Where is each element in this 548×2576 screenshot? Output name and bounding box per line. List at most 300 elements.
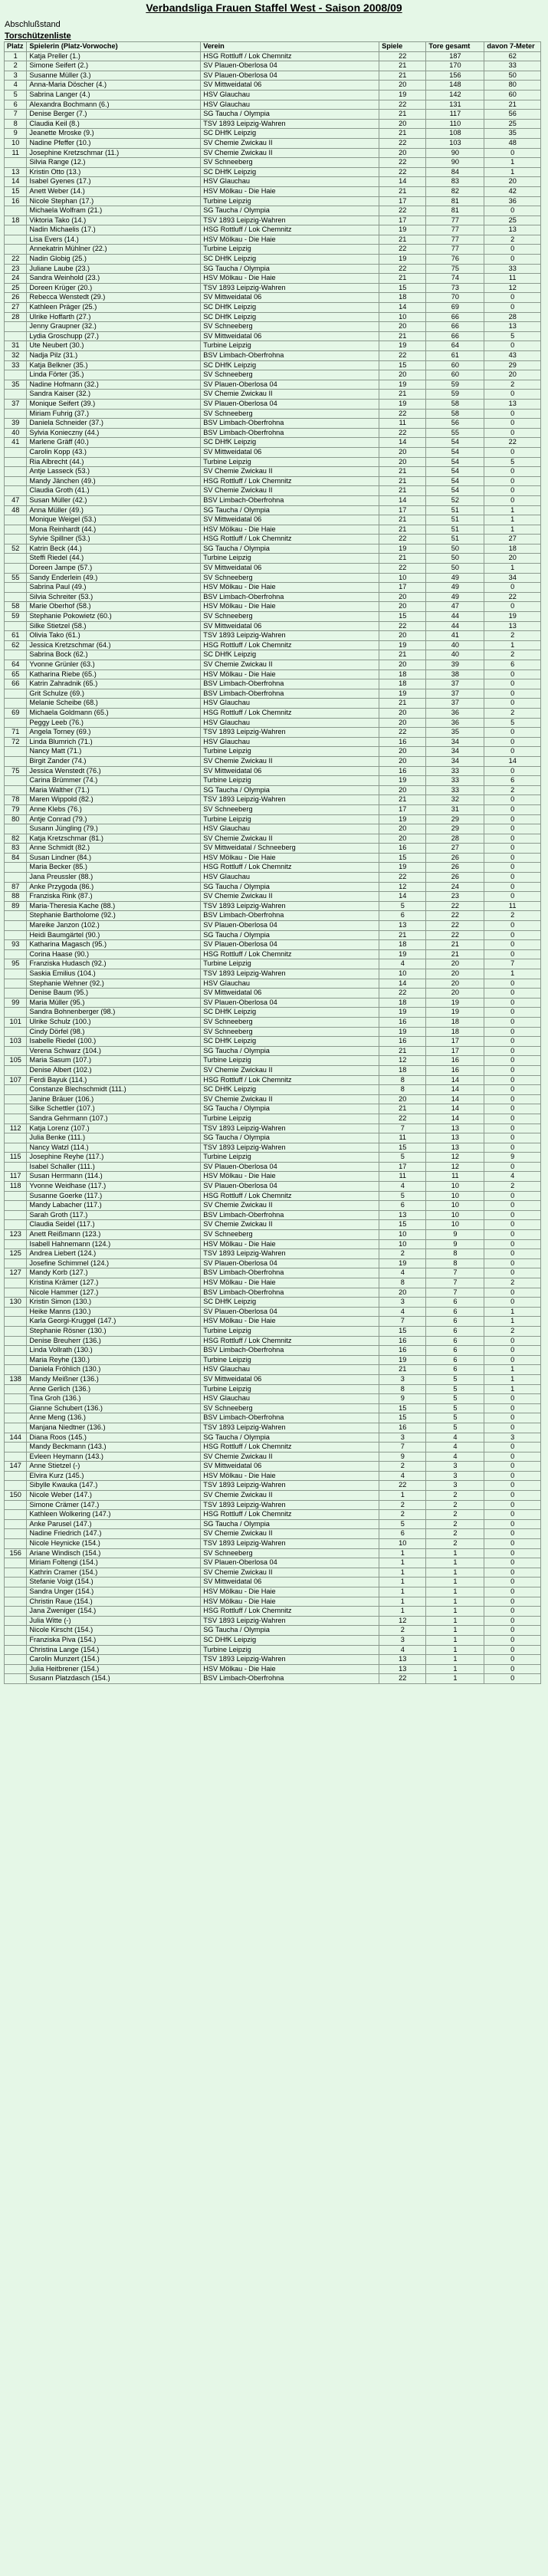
club-cell: SV Mittweidatal 06 <box>201 1578 379 1587</box>
place-cell: 31 <box>5 341 27 351</box>
games-cell: 21 <box>379 71 426 81</box>
penalties-cell: 0 <box>484 979 541 989</box>
player-cell: Nadin Globig (25.) <box>27 255 201 265</box>
player-cell: Linda Blumrich (71.) <box>27 737 201 747</box>
goals-cell: 6 <box>426 1307 484 1317</box>
club-cell: SC DHfK Leipzig <box>201 360 379 370</box>
games-cell: 22 <box>379 351 426 361</box>
place-cell <box>5 457 27 467</box>
club-cell: SV Mittweidatal 06 <box>201 331 379 341</box>
penalties-cell: 0 <box>484 1413 541 1423</box>
player-cell: Linda Vollrath (130.) <box>27 1346 201 1356</box>
goals-cell: 54 <box>426 447 484 457</box>
player-cell: Heidi Baumgärtel (90.) <box>27 930 201 940</box>
place-cell <box>5 564 27 574</box>
player-cell: Katharina Magasch (95.) <box>27 940 201 950</box>
games-cell: 5 <box>379 901 426 911</box>
club-cell: SV Plauen-Oberlosa 04 <box>201 1307 379 1317</box>
place-cell <box>5 1452 27 1462</box>
table-row <box>5 399 541 409</box>
place-cell: 84 <box>5 853 27 863</box>
penalties-cell: 0 <box>484 1191 541 1201</box>
table-row <box>5 1558 541 1568</box>
goals-cell: 1 <box>426 1558 484 1568</box>
games-cell: 6 <box>379 1529 426 1539</box>
penalties-cell: 0 <box>484 1568 541 1578</box>
goals-cell: 41 <box>426 631 484 641</box>
player-cell: Ria Albrecht (44.) <box>27 457 201 467</box>
club-cell: SV Mittweidatal 06 <box>201 621 379 631</box>
club-cell: SV Chemie Zwickau II <box>201 1201 379 1211</box>
player-cell: Denise Albert (102.) <box>27 1065 201 1075</box>
games-cell: 10 <box>379 312 426 322</box>
table-row <box>5 554 541 564</box>
goals-cell: 54 <box>426 476 484 486</box>
penalties-cell: 22 <box>484 438 541 448</box>
games-cell: 20 <box>379 718 426 728</box>
goals-cell: 50 <box>426 554 484 564</box>
games-cell: 21 <box>379 515 426 525</box>
goals-cell: 20 <box>426 969 484 979</box>
table-row <box>5 718 541 728</box>
place-cell <box>5 911 27 921</box>
player-cell: Carolin Munzert (154.) <box>27 1655 201 1665</box>
penalties-cell: 0 <box>484 989 541 998</box>
games-cell: 22 <box>379 535 426 544</box>
place-cell: 55 <box>5 573 27 583</box>
goals-cell: 18 <box>426 1027 484 1037</box>
club-cell: TSV 1893 Leipzig-Wahren <box>201 1539 379 1549</box>
club-cell: HSV Mölkau - Die Haie <box>201 1664 379 1674</box>
table-row <box>5 583 541 593</box>
goals-cell: 14 <box>426 1094 484 1104</box>
games-cell: 20 <box>379 708 426 718</box>
goals-cell: 54 <box>426 467 484 477</box>
club-cell: HSV Mölkau - Die Haie <box>201 1172 379 1182</box>
table-row <box>5 737 541 747</box>
player-cell: Sabrina Paul (49.) <box>27 583 201 593</box>
table-row <box>5 1162 541 1172</box>
goals-cell: 38 <box>426 669 484 679</box>
player-cell: Nancy Watzl (114.) <box>27 1143 201 1153</box>
penalties-cell: 0 <box>484 583 541 593</box>
goals-cell: 33 <box>426 766 484 776</box>
table-row <box>5 215 541 225</box>
player-cell: Jana Zweniger (154.) <box>27 1607 201 1617</box>
penalties-cell: 1 <box>484 515 541 525</box>
goals-cell: 31 <box>426 804 484 814</box>
penalties-cell: 0 <box>484 1616 541 1626</box>
goals-cell: 1 <box>426 1548 484 1558</box>
player-cell: Antje Lasseck (53.) <box>27 467 201 477</box>
place-cell <box>5 1239 27 1249</box>
place-cell <box>5 1326 27 1336</box>
games-cell: 9 <box>379 1394 426 1404</box>
table-row <box>5 1355 541 1365</box>
penalties-cell: 0 <box>484 1539 541 1549</box>
games-cell: 1 <box>379 1491 426 1501</box>
table-row <box>5 264 541 274</box>
player-cell: Susan Herrmann (114.) <box>27 1172 201 1182</box>
penalties-cell: 0 <box>484 1626 541 1636</box>
club-cell: SV Plauen-Oberlosa 04 <box>201 71 379 81</box>
club-cell: Turbine Leipzig <box>201 1056 379 1066</box>
goals-cell: 3 <box>426 1462 484 1472</box>
player-cell: Sandra Unger (154.) <box>27 1587 201 1597</box>
goals-cell: 1 <box>426 1568 484 1578</box>
place-cell: 40 <box>5 428 27 438</box>
place-cell <box>5 486 27 496</box>
penalties-cell: 0 <box>484 834 541 844</box>
games-cell: 15 <box>379 1403 426 1413</box>
place-cell: 87 <box>5 882 27 892</box>
games-cell: 4 <box>379 1182 426 1192</box>
games-cell: 20 <box>379 1094 426 1104</box>
place-cell <box>5 1481 27 1491</box>
club-cell: TSV 1893 Leipzig-Wahren <box>201 1481 379 1491</box>
penalties-cell: 0 <box>484 1491 541 1501</box>
goals-cell: 33 <box>426 785 484 795</box>
penalties-cell: 13 <box>484 225 541 235</box>
games-cell: 21 <box>379 525 426 535</box>
penalties-cell: 18 <box>484 544 541 554</box>
player-cell: Christin Raue (154.) <box>27 1597 201 1607</box>
penalties-cell: 1 <box>484 1374 541 1384</box>
goals-cell: 22 <box>426 911 484 921</box>
goals-cell: 21 <box>426 949 484 959</box>
goals-cell: 26 <box>426 873 484 883</box>
table-row <box>5 206 541 216</box>
penalties-cell: 0 <box>484 1075 541 1085</box>
table-row <box>5 814 541 824</box>
player-cell: Isabel Gyenes (17.) <box>27 177 201 187</box>
table-row <box>5 1510 541 1520</box>
table-row <box>5 873 541 883</box>
club-cell: HSV Glauchau <box>201 873 379 883</box>
club-cell: BSV Limbach-Oberfrohna <box>201 1413 379 1423</box>
place-cell: 16 <box>5 196 27 206</box>
goals-cell: 1 <box>426 1626 484 1636</box>
player-cell: Jeanette Mroske (9.) <box>27 129 201 139</box>
place-cell: 32 <box>5 351 27 361</box>
games-cell: 20 <box>379 322 426 332</box>
penalties-cell: 80 <box>484 81 541 90</box>
goals-cell: 66 <box>426 312 484 322</box>
goals-cell: 5 <box>426 1384 484 1394</box>
club-cell: Turbine Leipzig <box>201 747 379 757</box>
goals-cell: 1 <box>426 1597 484 1607</box>
club-cell: SV Chemie Zwickau II <box>201 1094 379 1104</box>
table-row <box>5 1384 541 1394</box>
games-cell: 2 <box>379 1462 426 1472</box>
place-cell <box>5 1529 27 1539</box>
player-cell: Michaela Goldmann (65.) <box>27 708 201 718</box>
games-cell: 14 <box>379 438 426 448</box>
games-cell: 14 <box>379 892 426 902</box>
table-row <box>5 322 541 332</box>
goals-cell: 26 <box>426 853 484 863</box>
place-cell <box>5 1008 27 1018</box>
place-cell <box>5 1288 27 1298</box>
club-cell: HSV Glauchau <box>201 100 379 110</box>
player-cell: Katja Belkner (35.) <box>27 360 201 370</box>
club-cell: HSG Rottluff / Lok Chemnitz <box>201 476 379 486</box>
table-row <box>5 312 541 322</box>
goals-cell: 60 <box>426 370 484 380</box>
goals-cell: 55 <box>426 428 484 438</box>
goals-cell: 23 <box>426 892 484 902</box>
penalties-cell: 0 <box>484 1346 541 1356</box>
table-row <box>5 283 541 293</box>
games-cell: 22 <box>379 409 426 419</box>
place-cell: 82 <box>5 834 27 844</box>
club-cell: HSV Mölkau - Die Haie <box>201 1239 379 1249</box>
place-cell <box>5 949 27 959</box>
goals-cell: 20 <box>426 989 484 998</box>
table-row <box>5 708 541 718</box>
player-cell: Viktoria Tako (14.) <box>27 215 201 225</box>
place-cell: 138 <box>5 1374 27 1384</box>
penalties-cell: 0 <box>484 1462 541 1472</box>
table-row <box>5 892 541 902</box>
table-row <box>5 1027 541 1037</box>
games-cell: 5 <box>379 1519 426 1529</box>
player-cell: Silvia Schreiter (53.) <box>27 592 201 602</box>
club-cell: SV Mittweidatal 06 <box>201 989 379 998</box>
penalties-cell: 0 <box>484 495 541 505</box>
goals-cell: 6 <box>426 1317 484 1327</box>
penalties-cell: 0 <box>484 737 541 747</box>
penalties-cell: 0 <box>484 255 541 265</box>
player-cell: Nadja Pilz (31.) <box>27 351 201 361</box>
table-row <box>5 486 541 496</box>
goals-cell: 10 <box>426 1191 484 1201</box>
penalties-cell: 0 <box>484 949 541 959</box>
club-cell: BSV Limbach-Oberfrohna <box>201 419 379 429</box>
club-cell: HSV Mölkau - Die Haie <box>201 1278 379 1288</box>
player-cell: Denise Baum (95.) <box>27 989 201 998</box>
place-cell <box>5 1635 27 1645</box>
goals-cell: 70 <box>426 293 484 303</box>
table-row <box>5 1336 541 1346</box>
place-cell <box>5 1616 27 1626</box>
club-cell: BSV Limbach-Oberfrohna <box>201 1346 379 1356</box>
goals-cell: 75 <box>426 264 484 274</box>
games-cell: 21 <box>379 274 426 284</box>
penalties-cell: 0 <box>484 1587 541 1597</box>
games-cell: 3 <box>379 1374 426 1384</box>
player-cell: Anne Gerlich (136.) <box>27 1384 201 1394</box>
player-cell: Olivia Tako (61.) <box>27 631 201 641</box>
games-cell: 10 <box>379 1239 426 1249</box>
goals-cell: 37 <box>426 699 484 709</box>
games-cell: 7 <box>379 1124 426 1133</box>
table-row <box>5 1403 541 1413</box>
club-cell: SV Mittweidatal / Schneeberg <box>201 844 379 854</box>
games-cell: 11 <box>379 1133 426 1143</box>
games-cell: 22 <box>379 51 426 61</box>
penalties-cell: 0 <box>484 844 541 854</box>
games-cell: 22 <box>379 564 426 574</box>
place-cell: 72 <box>5 737 27 747</box>
games-cell: 6 <box>379 911 426 921</box>
table-row <box>5 1674 541 1684</box>
place-cell <box>5 1220 27 1230</box>
games-cell: 20 <box>379 602 426 612</box>
place-cell: 22 <box>5 255 27 265</box>
table-row <box>5 90 541 100</box>
games-cell: 19 <box>379 90 426 100</box>
place-cell <box>5 1065 27 1075</box>
club-cell: HSV Mölkau - Die Haie <box>201 602 379 612</box>
player-cell: Katrin Zahradnik (65.) <box>27 679 201 689</box>
penalties-cell: 0 <box>484 1645 541 1655</box>
place-cell <box>5 756 27 766</box>
goals-cell: 7 <box>426 1288 484 1298</box>
goals-cell: 10 <box>426 1201 484 1211</box>
penalties-cell: 35 <box>484 129 541 139</box>
games-cell: 21 <box>379 699 426 709</box>
games-cell: 20 <box>379 756 426 766</box>
table-row <box>5 882 541 892</box>
penalties-cell: 0 <box>484 863 541 873</box>
place-cell <box>5 1568 27 1578</box>
table-row <box>5 360 541 370</box>
penalties-cell: 0 <box>484 1268 541 1278</box>
table-row <box>5 1133 541 1143</box>
club-cell: SV Plauen-Oberlosa 04 <box>201 1182 379 1192</box>
games-cell: 16 <box>379 1346 426 1356</box>
player-cell: Nicole Hammer (127.) <box>27 1288 201 1298</box>
table-row <box>5 1616 541 1626</box>
club-cell: SV Plauen-Oberlosa 04 <box>201 61 379 71</box>
games-cell: 17 <box>379 215 426 225</box>
goals-cell: 27 <box>426 844 484 854</box>
player-cell: Monique Seifert (39.) <box>27 399 201 409</box>
player-cell: Maria Walther (71.) <box>27 785 201 795</box>
club-cell: HSG Rottluff / Lok Chemnitz <box>201 535 379 544</box>
goals-cell: 17 <box>426 1037 484 1047</box>
games-cell: 20 <box>379 1288 426 1298</box>
penalties-cell: 22 <box>484 592 541 602</box>
penalties-cell: 28 <box>484 312 541 322</box>
goals-cell: 108 <box>426 129 484 139</box>
penalties-cell: 0 <box>484 1471 541 1481</box>
penalties-cell: 0 <box>484 1094 541 1104</box>
table-row <box>5 901 541 911</box>
player-cell: Juliane Laube (23.) <box>27 264 201 274</box>
player-cell: Linda Förter (35.) <box>27 370 201 380</box>
penalties-cell: 1 <box>484 1384 541 1394</box>
penalties-cell: 2 <box>484 1326 541 1336</box>
place-cell: 130 <box>5 1298 27 1308</box>
goals-cell: 51 <box>426 515 484 525</box>
club-cell: SC DHfK Leipzig <box>201 303 379 313</box>
table-row <box>5 834 541 844</box>
table-row <box>5 1568 541 1578</box>
place-cell <box>5 583 27 593</box>
player-cell: Kristina Krämer (127.) <box>27 1278 201 1288</box>
table-row <box>5 1239 541 1249</box>
table-row <box>5 303 541 313</box>
club-cell: HSV Mölkau - Die Haie <box>201 1317 379 1327</box>
club-cell: TSV 1893 Leipzig-Wahren <box>201 215 379 225</box>
table-row <box>5 1365 541 1375</box>
penalties-cell: 33 <box>484 264 541 274</box>
penalties-cell: 1 <box>484 1317 541 1327</box>
place-cell: 101 <box>5 1017 27 1027</box>
place-cell <box>5 1143 27 1153</box>
player-cell: Susann Platzdasch (154.) <box>27 1674 201 1684</box>
games-cell: 13 <box>379 1655 426 1665</box>
table-row <box>5 177 541 187</box>
goals-cell: 29 <box>426 814 484 824</box>
penalties-cell: 0 <box>484 1500 541 1510</box>
club-cell: SV Mittweidatal 06 <box>201 1374 379 1384</box>
goals-cell: 131 <box>426 100 484 110</box>
player-cell: Nicole Heynicke (154.) <box>27 1539 201 1549</box>
place-cell: 83 <box>5 844 27 854</box>
games-cell: 21 <box>379 1046 426 1056</box>
penalties-cell: 12 <box>484 283 541 293</box>
table-row <box>5 428 541 438</box>
table-row <box>5 81 541 90</box>
club-cell: SC DHfK Leipzig <box>201 255 379 265</box>
player-cell: Maria Becker (85.) <box>27 863 201 873</box>
player-cell: Susan Lindner (84.) <box>27 853 201 863</box>
games-cell: 4 <box>379 959 426 969</box>
club-cell: SG Taucha / Olympia <box>201 882 379 892</box>
games-cell: 20 <box>379 119 426 129</box>
player-cell: Susanne Goerke (117.) <box>27 1191 201 1201</box>
games-cell: 14 <box>379 979 426 989</box>
games-cell: 21 <box>379 930 426 940</box>
table-row <box>5 1413 541 1423</box>
games-cell: 19 <box>379 380 426 390</box>
games-cell: 1 <box>379 1597 426 1607</box>
player-cell: Karla Georgi-Kruggel (147.) <box>27 1317 201 1327</box>
player-cell: Corina Haase (90.) <box>27 949 201 959</box>
table-row <box>5 689 541 699</box>
place-cell: 10 <box>5 138 27 148</box>
penalties-cell: 0 <box>484 486 541 496</box>
place-cell: 89 <box>5 901 27 911</box>
place-cell: 69 <box>5 708 27 718</box>
games-cell: 19 <box>379 544 426 554</box>
player-cell: Sandra Kaiser (32.) <box>27 390 201 400</box>
player-cell: Nadine Hofmann (32.) <box>27 380 201 390</box>
club-cell: HSV Mölkau - Die Haie <box>201 1587 379 1597</box>
penalties-cell: 48 <box>484 138 541 148</box>
games-cell: 1 <box>379 1587 426 1597</box>
goals-cell: 1 <box>426 1655 484 1665</box>
player-cell: Simone Crämer (147.) <box>27 1500 201 1510</box>
goals-cell: 13 <box>426 1133 484 1143</box>
goals-cell: 10 <box>426 1210 484 1220</box>
place-cell <box>5 592 27 602</box>
goals-cell: 58 <box>426 409 484 419</box>
table-row <box>5 515 541 525</box>
player-cell: Lydia Groschupp (27.) <box>27 331 201 341</box>
goals-cell: 60 <box>426 360 484 370</box>
goals-cell: 5 <box>426 1423 484 1433</box>
place-cell <box>5 699 27 709</box>
club-cell: HSV Mölkau - Die Haie <box>201 669 379 679</box>
games-cell: 3 <box>379 1433 426 1443</box>
club-cell: HSG Rottluff / Lok Chemnitz <box>201 225 379 235</box>
player-cell: Evleen Heymann (143.) <box>27 1452 201 1462</box>
player-cell: Stephanie Wehner (92.) <box>27 979 201 989</box>
